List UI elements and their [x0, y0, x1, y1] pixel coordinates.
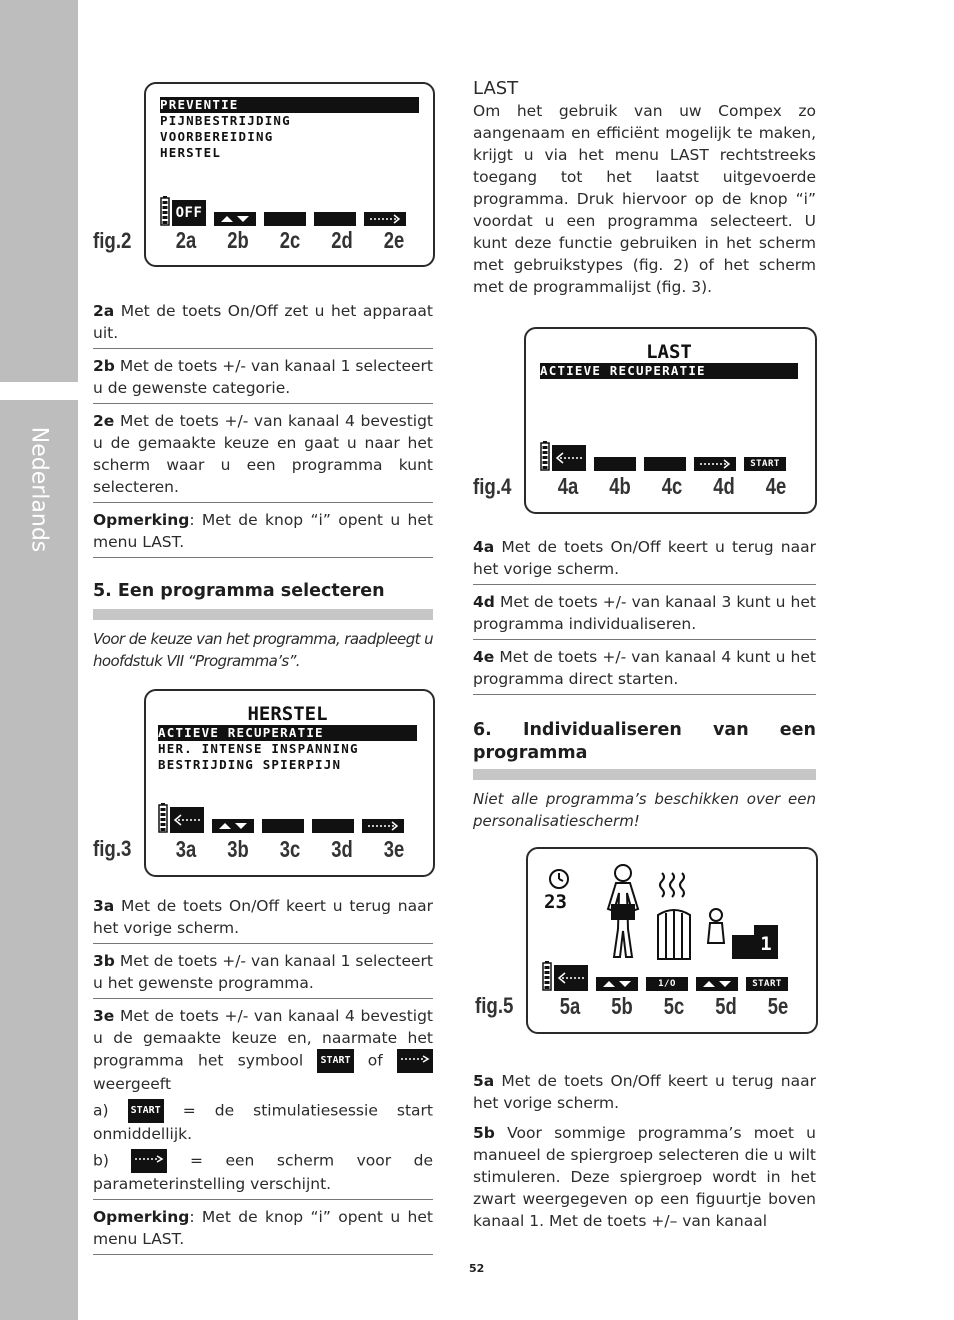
fig2-line: PREVENTIE	[160, 97, 419, 113]
page-number: 52	[469, 1262, 485, 1275]
item-text: Met de toets On/Off keert u terug naar het vorige scherm.	[473, 1072, 816, 1112]
fig2-key-label: 2d	[331, 227, 353, 253]
fig5-key-label: 5d	[715, 993, 737, 1019]
timer-value: 23	[544, 891, 567, 913]
level-value: 1	[760, 933, 772, 955]
dotted-arrow-left-icon	[554, 451, 584, 465]
note-text: : Met de knop “i” opent u het menu LAST.	[93, 511, 433, 551]
fig4-key-label: 4c	[661, 473, 683, 499]
section6	[473, 719, 816, 832]
fig3-line: BESTRIJDING SPIERPIJN	[158, 757, 342, 772]
fig4-label: fig.4	[473, 474, 512, 499]
fig3-line: HER. INTENSE INSPANNING	[158, 741, 359, 756]
item-text: weergeeft	[93, 1075, 172, 1093]
fig5-softkeys	[542, 961, 788, 991]
item-key: 5a	[473, 1072, 495, 1090]
fig2-key-label: 2c	[279, 227, 301, 253]
item-key: 3e	[93, 1007, 115, 1025]
section5	[93, 580, 433, 672]
fig3-title: HERSTEL	[247, 703, 328, 725]
fig5-graphics	[528, 849, 816, 979]
section5-intro: Voor de keuze van het programma, raadpleegt u hoofdstuk VII “Programma’s”.	[93, 630, 433, 670]
fig5-key-label: 5e	[767, 993, 789, 1019]
item-text: Met de toets +/- van kanaal 4 kunt u het programma direct starten.	[473, 648, 816, 688]
fig2-label: fig.2	[93, 228, 132, 253]
item-text: Met de toets +/- van kanaal 1 selecteert u het gewenste programma.	[93, 952, 433, 992]
fig4-key-label: 4b	[609, 473, 631, 499]
blank-key	[314, 212, 356, 226]
fig5-key-label: 5a	[559, 993, 581, 1019]
up-down-arrows-icon	[601, 979, 633, 989]
fig3-key-label: 3b	[227, 836, 249, 862]
blank-key	[262, 819, 304, 833]
item-key: 2e	[93, 412, 115, 430]
fig4-key-label: 4e	[765, 473, 787, 499]
heat-icon	[658, 873, 690, 959]
item-text: Voor sommige programma’s moet u manueel de spiergroep selecteren die u wilt stimuleren. Deze spiergroep wordt in het zwart weergegeven op een figuurtje boven kanaal 1. Met de toets +/– van kanaal	[473, 1124, 816, 1230]
clock-icon	[550, 870, 568, 888]
blank-key	[644, 457, 686, 471]
up-down-arrows-icon	[217, 821, 249, 831]
next-symbol	[397, 1049, 433, 1073]
dotted-arrow-right-icon	[698, 459, 732, 469]
item-text: of	[353, 1051, 398, 1070]
next-key	[364, 212, 406, 226]
battery-icon	[158, 803, 168, 833]
language-tab	[2, 404, 76, 574]
fig4-screen	[524, 327, 817, 514]
up-down-key	[214, 212, 256, 226]
figure-ref: fig. 3	[661, 278, 702, 296]
up-down-key	[212, 819, 254, 833]
item-text: Met de toets +/- van kanaal 1 selecteert u de gewenste categorie.	[93, 357, 433, 397]
language-label: Nederlands	[26, 426, 52, 552]
right-items-5	[473, 1068, 816, 1236]
dotted-arrow-left-icon	[172, 813, 202, 827]
last-section	[473, 77, 816, 298]
battery-icon	[542, 961, 552, 991]
next-key	[694, 457, 736, 471]
fig4-softkeys	[540, 441, 786, 471]
start-key: START	[744, 457, 786, 471]
fig2-line: VOORBEREIDING	[160, 129, 274, 144]
fig5-key-label: 5c	[663, 993, 685, 1019]
item-key: 5b	[473, 1124, 495, 1142]
fig2-key-label: 2a	[175, 227, 197, 253]
fig2-key-label: 2b	[227, 227, 249, 253]
fig3-softkeys	[158, 803, 404, 833]
item-key: 4a	[473, 538, 495, 556]
section6-heading: 6. Individualiseren van een programma	[473, 720, 816, 763]
fig2-softkeys	[160, 196, 406, 226]
up-down-arrows-icon	[219, 214, 251, 224]
fig4-key-label: 4a	[557, 473, 579, 499]
last-text: ) of het scherm met de programmalijst (	[473, 256, 816, 296]
fig3-line: ACTIEVE RECUPERATIE	[158, 725, 417, 741]
item-key: 3b	[93, 952, 115, 970]
fig5-screen	[526, 847, 818, 1034]
fig3-screen	[144, 689, 435, 877]
start-symbol: START	[128, 1099, 164, 1123]
figure-ref: fig. 2	[638, 256, 684, 274]
fig3-key-label: 3c	[279, 836, 301, 862]
next-symbol	[131, 1149, 167, 1173]
left-column-bottom	[93, 893, 433, 1255]
battery-icon	[160, 196, 170, 226]
blank-key	[312, 819, 354, 833]
fig5-key-label: 5b	[611, 993, 633, 1019]
back-key	[552, 445, 586, 471]
fig5-label: fig.5	[475, 993, 514, 1018]
fig2-key-label: 2e	[383, 227, 405, 253]
item-key: 2a	[93, 302, 115, 320]
item-key: a)	[93, 1101, 109, 1120]
blank-key	[594, 457, 636, 471]
fig4-title: LAST	[646, 341, 692, 363]
fig2-screen	[144, 82, 435, 267]
section-bar	[93, 609, 433, 620]
blank-key	[264, 212, 306, 226]
item-key: b)	[93, 1151, 109, 1170]
fig3-label: fig.3	[93, 836, 132, 861]
back-key	[170, 807, 204, 833]
note-key: Opmerking	[93, 1208, 190, 1226]
item-text: Met de toets On/Off keert u terug naar het vorige scherm.	[473, 538, 816, 578]
section6-intro: Niet alle programma’s beschikken over een personalisatiescherm!	[473, 790, 816, 830]
fig3-key-label: 3e	[383, 836, 405, 862]
section5-heading: 5. Een programma selecteren	[93, 581, 385, 601]
up-down-key	[596, 977, 638, 991]
start-key: START	[746, 977, 788, 991]
note-key: Opmerking	[93, 511, 190, 529]
fig2-line: PIJNBESTRIJDING	[160, 113, 291, 128]
dotted-arrow-right-icon	[368, 214, 402, 224]
item-key: 4e	[473, 648, 495, 666]
last-heading: LAST	[473, 78, 519, 99]
item-key: 4d	[473, 593, 495, 611]
left-column-top	[93, 298, 433, 558]
item-text: Met de toets +/- van kanaal 4 bevestigt u de gemaakte keuze en, naarmate het programma het symbool	[93, 1007, 433, 1070]
sidebar-tab-top	[0, 0, 78, 382]
dotted-arrow-right-icon	[134, 1155, 164, 1163]
item-key: 3a	[93, 897, 115, 915]
item-text: = een scherm voor de parameterinstelling verschijnt.	[93, 1151, 433, 1193]
next-key	[362, 819, 404, 833]
item-text: Met de toets +/- van kanaal 4 bevestigt u de gemaakte keuze en gaat u naar het scherm waar u een programma kunt selecteren.	[93, 412, 433, 496]
fig3-key-label: 3d	[331, 836, 353, 862]
fig4-key-label: 4d	[713, 473, 735, 499]
up-down-key	[696, 977, 738, 991]
dotted-arrow-left-icon	[556, 971, 586, 985]
dotted-arrow-right-icon	[366, 821, 400, 831]
item-text: Met de toets On/Off zet u het apparaat uit.	[93, 302, 433, 342]
last-text: Om het gebruik van uw Compex zo aangenaam en efficiënt mogelijk te maken, krijgt u via het menu LAST rechtstreeks toegang tot het laatst uitgevoerde programma. Druk hiervoor op de knop “i” voordat u een programma selecteert. U kunt deze functie gebruiken in het scherm met gebruikstypes (	[473, 102, 816, 274]
item-text: Met de toets +/- van kanaal 3 kunt u het programma individualiseren.	[473, 593, 816, 633]
section-bar	[473, 769, 816, 780]
item-text: = de stimulatiesessie start onmiddellijk.	[93, 1101, 433, 1143]
fig3-key-label: 3a	[175, 836, 197, 862]
battery-icon	[540, 441, 550, 471]
off-key: OFF	[172, 200, 206, 226]
fig4-line: ACTIEVE RECUPERATIE	[540, 363, 798, 379]
last-paragraph	[473, 100, 816, 298]
toggle-key: 1/O	[646, 977, 688, 991]
fig2-line: HERSTEL	[160, 145, 222, 160]
dotted-arrow-right-icon	[400, 1055, 430, 1063]
item-text: Met de toets On/Off keert u terug naar het vorige scherm.	[93, 897, 433, 937]
right-items-4	[473, 534, 816, 695]
body-figure-icon	[608, 865, 638, 957]
last-text: ).	[701, 278, 713, 296]
back-key	[554, 965, 588, 991]
item-key: 2b	[93, 357, 115, 375]
up-down-arrows-icon	[701, 979, 733, 989]
note-text: : Met de knop “i” opent u het menu LAST.	[93, 1208, 433, 1248]
start-symbol: START	[317, 1049, 353, 1073]
